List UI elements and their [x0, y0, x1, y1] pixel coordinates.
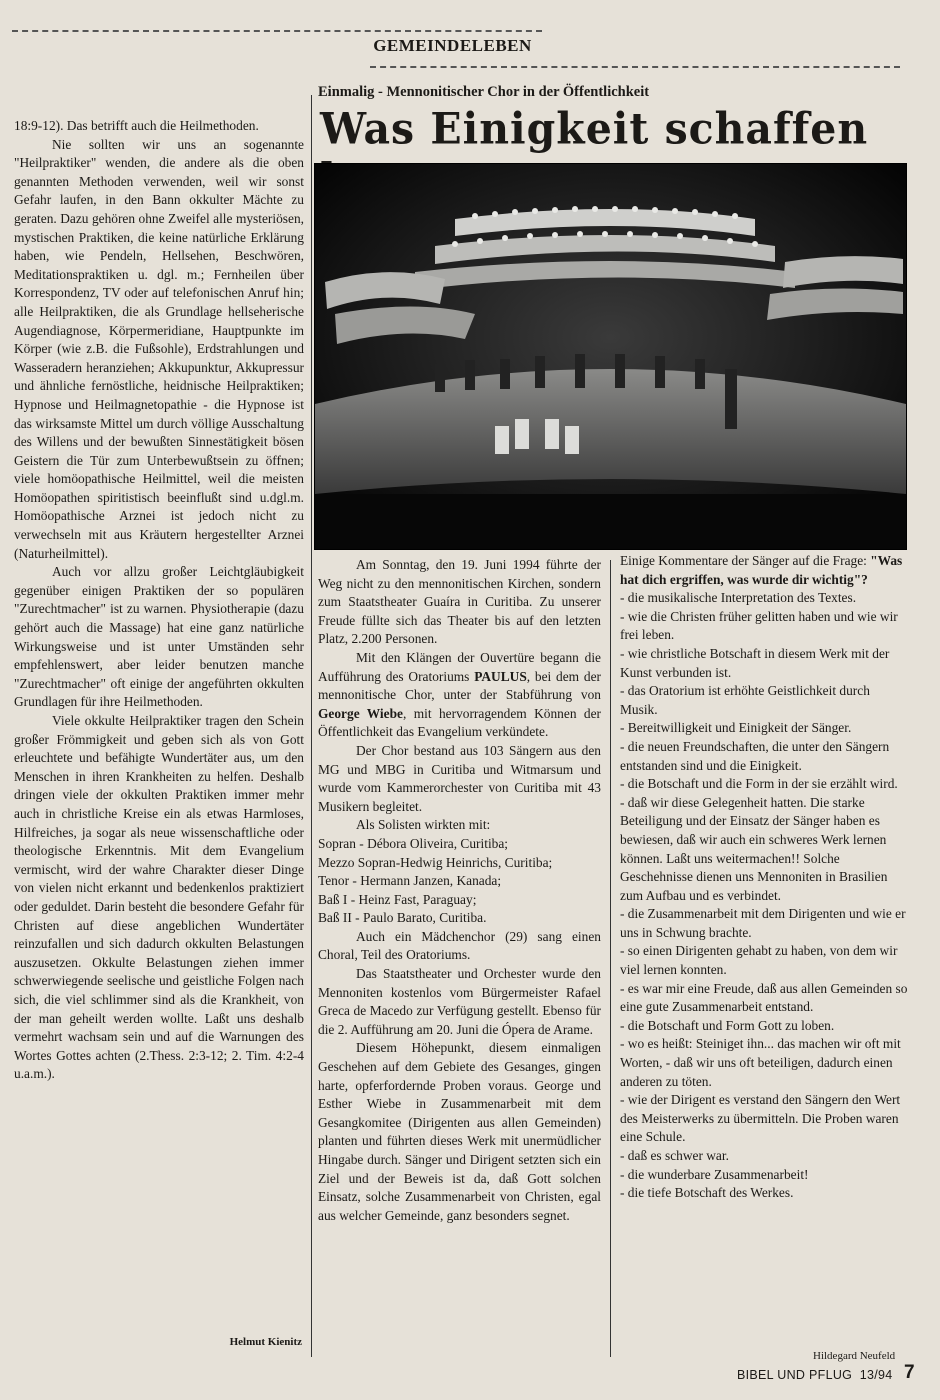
text-run: , mit hervorragendem Können der Öffentlichkeit das Evangelium verkündete. [318, 705, 602, 740]
publication-name: BIBEL UND PFLUG [737, 1368, 853, 1382]
comment-item: - es war mir eine Freude, daß aus allen Gemeinden so eine gute Zusammenarbeit entstand. [620, 980, 908, 1015]
article-right-column [620, 552, 908, 1203]
text-run: Mit den Klängen der Ouvertüre begann die Aufführung des Oratoriums [318, 649, 601, 684]
comment-item: - so einen Dirigenten gehabt zu haben, von dem wir viel lernen konnten. [620, 943, 898, 978]
comment-item: - das Oratorium ist erhöhte Geistlichkeit durch Musik. [620, 683, 870, 717]
left-paragraph: Viele okkulte Heilpraktiker tragen den Schein großer Frömmigkeit und geben sich als von Gott erleuchtete und befähigte Wundertäter aus, um den Menschen in ihren Krankheiten zu helfen. Deshalb dringen viele der okkulten Praktiken immer mehr auch in christliche Kreise ein als etwas Harmloses, Hilfreiches, ja sogar als neue wissenschaftliche oder theologische Erkenntnis. Mit dem Evangelium vermischt, wird der wahre Charakter dieser Dinge von vielen nicht erkannt und bedenkenlos praktiziert oder geduldet. Darin besteht die besondere Gefahr für Christen auf diese angeblichen Wundertäter reinzufallen und sich dadurch okkulten Belastungen auszusetzen. Okkulte Belastungen ziehen immer schwerwiegende seelische und geistliche Folgen nach sich, die viel schlimmer sind als die Krankheit, von der man geheilt werden wollte. Laßt uns deshalb vermehrt wachsam sein und auf die Warnungen des Wortes Gottes achten (2.Thess. 2:3-12; 2. Tim. 4:2-4 u.a.m.). [14, 713, 304, 1082]
soloist-line: Baß I - Heinz Fast, Paraguay; [318, 891, 477, 907]
comments-question: "Was hat dich ergriffen, was wurde dir wichtig"? [620, 553, 903, 587]
page-number: 7 [904, 1362, 915, 1383]
soloists-intro: Als Solisten wirkten mit: [356, 817, 491, 833]
soloist-line: Baß II - Paulo Barato, Curitiba. [318, 910, 487, 926]
article-kicker: Einmalig - Mennonitischer Chor in der Öffentlichkeit [318, 84, 650, 100]
article-paragraph: Das Staatstheater und Orchester wurde den Mennoniten kostenlos vom Bürgermeister Rafael Greca de Macedo zur Verfügung gestellt. Ebenso für die 2. Aufführung am 20. Juni die Ópera de Arame. [318, 966, 601, 1037]
comment-item: - die Botschaft und die Form in der sie erzählt wird. [620, 776, 898, 792]
comment-item: - wo es heißt: Steiniget ihn... das machen wir oft mit Worten, - daß wir uns oft beteiligen, dadurch einen anderen zu töten. [620, 1036, 901, 1089]
conductor-name: George Wiebe [318, 705, 403, 721]
comment-item: - die Zusammenarbeit mit dem Dirigenten und wie er uns in Schwung brachte. [620, 906, 906, 940]
comment-item: - die neuen Freundschaften, die unter den Sängern entstanden sind und die Einigkeit. [620, 738, 890, 773]
article-middle-column [318, 556, 601, 1225]
left-paragraph: 18:9-12). Das betrifft auch die Heilmethoden. [14, 118, 259, 133]
article-headline: Was Einigkeit schaffen [320, 103, 869, 154]
top-rule-left [12, 30, 542, 32]
left-paragraph: Auch vor allzu großer Leichtgläubigkeit gegenüber einigen Praktiken der so populären "Zurechtmacher" ist zu warnen. Physiotherapie (dazu gehört auch die Massage) hat eine ganz natürliche Wirkungsweise und ist unter Umständen sehr empfehlenswert, aber leider benutzen manche "Zurechtmacher" oft einige der angeführten okkulten Grundlagen für ihre Heilmethoden. [14, 564, 304, 710]
choir-stage-illustration [315, 164, 906, 549]
author-signature-right: Hildegard Neufeld [813, 1350, 896, 1362]
text-run: , bei dem der mennonitische Chor, unter der Stabführung von [318, 668, 601, 703]
soloist-line: Mezzo Sopran-Hedwig Heinrichs, Curitiba; [318, 854, 553, 870]
text-run: Einige Kommentare der Sänger auf die Frage: [620, 553, 871, 568]
comment-item: - daß es schwer war. [620, 1148, 729, 1163]
comment-item: - die Botschaft und Form Gott zu loben. [620, 1017, 835, 1033]
comment-item: - Bereitwilligkeit und Einigkeit der Sänger. [620, 720, 852, 736]
comment-item: - wie der Dirigent es verstand den Sängern den Wert des Meisterwerks zu übermitteln. Die Proben waren eine Schule. [620, 1092, 901, 1145]
header-rule-right [370, 66, 900, 68]
comment-item: - wie christliche Botschaft in diesem Werk mit der Kunst verbunden ist. [620, 645, 890, 680]
column-divider-right [610, 560, 611, 1357]
comment-item: - die tiefe Botschaft des Werkes. [620, 1185, 794, 1201]
comment-item: - wie die Christen früher gelitten haben und wie wir frei leben. [620, 608, 898, 643]
left-column [14, 117, 304, 1084]
article-paragraph: Am Sonntag, den 19. Juni 1994 führte der Weg nicht zu den mennonitischen Kirchen, sondern zum Staatstheater Guaíra in Curitiba. Zu unserer Freude füllte sich das Theater bis auf den letzten Platz, 2.200 Personen. [318, 557, 601, 647]
comment-item: - die wunderbare Zusammenarbeit! [620, 1166, 809, 1182]
soloist-line: Sopran - Débora Oliveira, Curitiba; [318, 835, 509, 851]
column-divider-left [311, 95, 312, 1357]
issue-number: 13/94 [859, 1368, 893, 1382]
article-paragraph: Auch ein Mädchenchor (29) sang einen Choral, Teil des Oratoriums. [318, 928, 601, 963]
comment-item: - daß wir diese Gelegenheit hatten. Die starke Beteiligung und der Einsatz der Sänger haben es bewiesen, daß wir auch ein schweres Werk lernen können. Laßt uns weitermachen!! Solche Geschehnisse dienen uns Mennoniten in Brasilien zum Aufbau und es verbindet. [620, 794, 888, 903]
article-paragraph: Diesem Höhepunkt, diesem einmaligen Geschehen auf dem Gebiete des Gesanges, gingen harte, opferfordernde Proben voraus. George und Esther Wiebe in Zusammenarbeit mit dem Gesangkomitee (Dirigenten aus allen Gemeinden) planten und führten dieses Werk mit unermüdlicher Hingabe durch. Sänger und Dirigent setzten sich ein Ziel und der Beweis ist da, daß Gott solchen Einsatz, solche Zusammenarbeit von Christen, egal aus welcher Gemeinde, ganz besonders segnet. [318, 1040, 601, 1223]
author-signature-left: Helmut Kienitz [229, 1336, 302, 1348]
article-paragraph: Der Chor bestand aus 103 Sängern aus den MG und MBG in Curitiba und Witmarsum und wurde vom Kammerorchester von Curitiba mit 43 Musikern begleitet. [318, 742, 601, 814]
footer-publication [737, 1368, 893, 1382]
section-header: GEMEINDELEBEN [373, 36, 532, 55]
comments-intro [620, 552, 908, 589]
article-paragraph [318, 649, 601, 742]
comment-item: - die musikalische Interpretation des Textes. [620, 590, 857, 606]
soloist-line: Tenor - Hermann Janzen, Kanada; [318, 873, 502, 889]
choir-photo [314, 163, 907, 550]
left-paragraph: Nie sollten wir uns an sogenannte "Heilpraktiker" wenden, die andere als die oben genannten Methoden verwenden, weil wir sonst Gefahr laufen, in den Bann okkulter Mächte zu geraten. Dazu gehören ohne Zweifel alle mysteriösen, mystischen Praktiken, die keine natürliche Erklärung haben, wie Pendeln, Hellsehen, Beschwören, Meditationspraktiken u. dgl. m.; Fernheilen über Korrespondenz, TV oder auf telefonischen Anruf hin; alle Heilpraktiken, die als Grundlage hellseherische Augendiagnose, Körpermeridiane, Hauptpunkte im Körper (wie z.B. die Fußsohle), Erdstrahlungen und Wasseradern heranziehen; Akkupunktur, Akkupressur und ähnliche fernöstliche, heidnische Heilpraktiken; Hypnose und Heilmagnetopathie - die Hypnose ist das wirksamste Mittel um durch völlige Ausschaltung des Willens und der bewußten Sinnestätigkeit bösen Geistern die Tür zum Unterbewußtsein zu öffnen; viele homöopathische Heilmittel, weil die meisten Homöopathen spiritistisch beeinflußt sind u.dgl.m. Homöopathische Arznei ist jedoch nicht zu verwechseln mit aus Kräutern hergestellter Arznei (Naturheilmittel). [14, 136, 304, 561]
oratorium-title: PAULUS [474, 668, 527, 684]
